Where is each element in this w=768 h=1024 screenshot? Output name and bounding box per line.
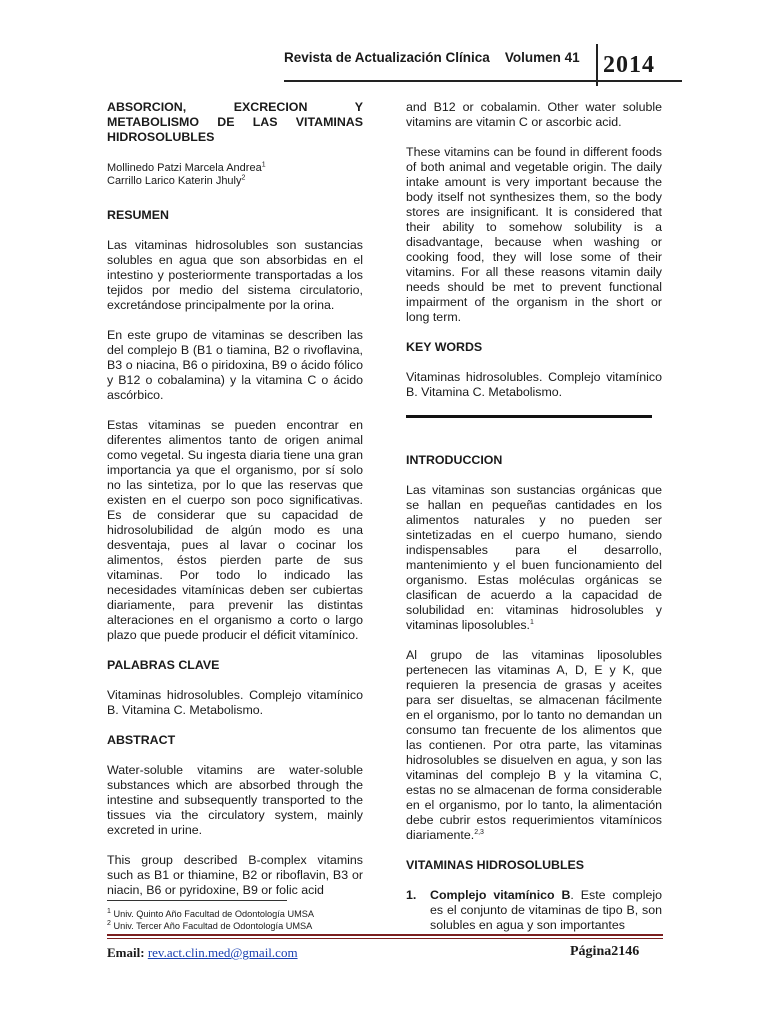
page-number: Página2146 (570, 944, 640, 959)
palabras-clave-heading: PALABRAS CLAVE (107, 658, 220, 672)
author-1: Mollinedo Patzi Marcela Andrea$^1$ (107, 161, 266, 174)
vitaminas-hidrosolubles-heading: VITAMINAS HIDROSOLUBLES (406, 858, 585, 872)
abstract-paragraph-2: This group described B-complex vitamins such as B1 or thiamine, B2 or riboflavin, B3 or niacin, B6 or pyridoxine, B9 or folic acid (107, 853, 363, 897)
list-item-text: Complejo vitamínico B. Este complejo es el conjunto de vitaminas de tipo B, son solubles en agua y son importantes (430, 888, 662, 932)
author-list (107, 162, 363, 188)
header-horizontal-rule (284, 80, 682, 82)
resumen-paragraph-2: En este grupo de vitaminas se describen las del complejo B (B1 o tiamina, B2 o rivoflavina, B3 o niacina, B6 o piridoxina, B9 o ácido fólico y B12 o cobalamina) y la vitamina C o ácido ascórbico. (107, 328, 363, 402)
resumen-paragraph-1: Las vitaminas hidrosolubles son sustancias solubles en agua que son absorbidas en el intestino y posteriormente transportadas a los tejidos por medio del sistema circulatorio, excretándose principalmente por la orina. (107, 238, 363, 312)
resumen-heading: RESUMEN (107, 208, 169, 222)
footnote-2: $^2$ Univ. Tercer Año Facultad de Odontología UMSA (107, 919, 313, 931)
section-divider (406, 415, 652, 418)
header-year: 2014 (603, 52, 655, 78)
resumen-paragraph-3: Estas vitaminas se pueden encontrar en diferentes alimentos tanto de origen animal como vegetal. Su ingesta diaria tiene una gran importancia ya que el organismo, por sí solo no las sintetiza, por lo que las reservas que existen en el cuerpo son poco significativas. Es de considerar que su capacidad de hidrosolubilidad de algún modo es una desventaja, pues al lavar o cocinar los alimentos, éstos pierden parte de sus vitaminas. Por todo lo indicado las necesidades vitamínicas deben ser cubiertas diariamente, para prevenir las distintas alteraciones en el organismo a corto o largo plazo que puede producir el déficit vitamínico. (107, 418, 363, 642)
list-item-number: 1. (406, 888, 417, 902)
footer-email (107, 945, 298, 961)
left-column (107, 100, 363, 913)
article-title: ABSORCION, EXCRECION Y METABOLISMO DE LAS VITAMINAS HIDROSOLUBLES (107, 100, 363, 144)
abstract-paragraph-1: Water-soluble vitamins are water-soluble substances which are absorbed through the intestine and subsequently transported to the tissues via the circulatory system, mainly excreted in urine. (107, 763, 363, 837)
key-words-text: Vitaminas hidrosolubles. Complejo vitamínico B. Vitamina C. Metabolismo. (406, 370, 662, 399)
footnote-1: $^1$ Univ. Quinto Año Facultad de Odontología UMSA (107, 907, 315, 919)
volume-label: Volumen 41 (504, 50, 580, 65)
abstract-paragraph-2-continued: and B12 or cobalamin. Other water soluble vitamins are vitamin C or ascorbic acid. (406, 100, 662, 129)
introduccion-paragraph-1: Las vitaminas son sustancias orgánicas que se hallan en pequeñas cantidades en los alimentos naturales y no pueden ser sintetizadas en el cuerpo humano, siendo indispensables para el desarrollo, mantenimiento y el buen funcionamiento del organismo. Estas moléculas orgánicas se clasifican de acuerdo a la capacidad de solubilidad en: vitaminas hidrosolubles y vitaminas liposolubles.$^1$ (406, 483, 662, 632)
abstract-heading: ABSTRACT (107, 733, 176, 747)
introduccion-heading: INTRODUCCION (406, 453, 503, 467)
introduccion-paragraph-2: Al grupo de las vitaminas liposolubles pertenecen las vitaminas A, D, E y K, que requieren la presencia de grasas y aceites para ser disueltas, se almacenan fácilmente en el organismo, por lo tanto no demandan un consumo tan frecuente de los alimentos que las contienen. Por otra parte, las vitaminas hidrosolubles se disuelven en agua, y son las vitaminas del complejo B y la vitamina C, estas no se almacenan de forma considerable en el organismo, por lo tanto, la alimentación debe cubrir estos requerimientos vitamínicos diariamente.$^{2,3}$ (406, 648, 662, 842)
key-words-heading: KEY WORDS (406, 340, 483, 354)
abstract-paragraph-3: These vitamins can be found in different foods of both animal and vegetable origin. The daily intake amount is very important because the body itself not synthesizes them, so the body stores are insignificant. It is considered that their ability to somehow solubility is a disadvantage, because when washing or cooking food, they will lose some of their vitamins. For all these reasons vitamin daily needs should be met to prevent functional impairment of the organism in the short or long term. (406, 145, 662, 324)
running-header (284, 50, 580, 65)
journal-name: Revista de Actualización Clínica (284, 50, 490, 65)
right-column (406, 100, 662, 933)
email-link[interactable]: rev.act.clin.med@gmail.com (147, 945, 298, 960)
list-item (406, 888, 662, 933)
palabras-clave-text: Vitaminas hidrosolubles. Complejo vitamínico B. Vitamina C. Metabolismo. (107, 688, 363, 717)
footer-rule-thin (107, 938, 663, 939)
footnote-rule (107, 900, 287, 901)
email-label: Email: (107, 945, 145, 960)
author-2: Carrillo Larico Katerin Jhuly$^2$ (107, 174, 246, 187)
footer-rule-thick (107, 934, 663, 936)
